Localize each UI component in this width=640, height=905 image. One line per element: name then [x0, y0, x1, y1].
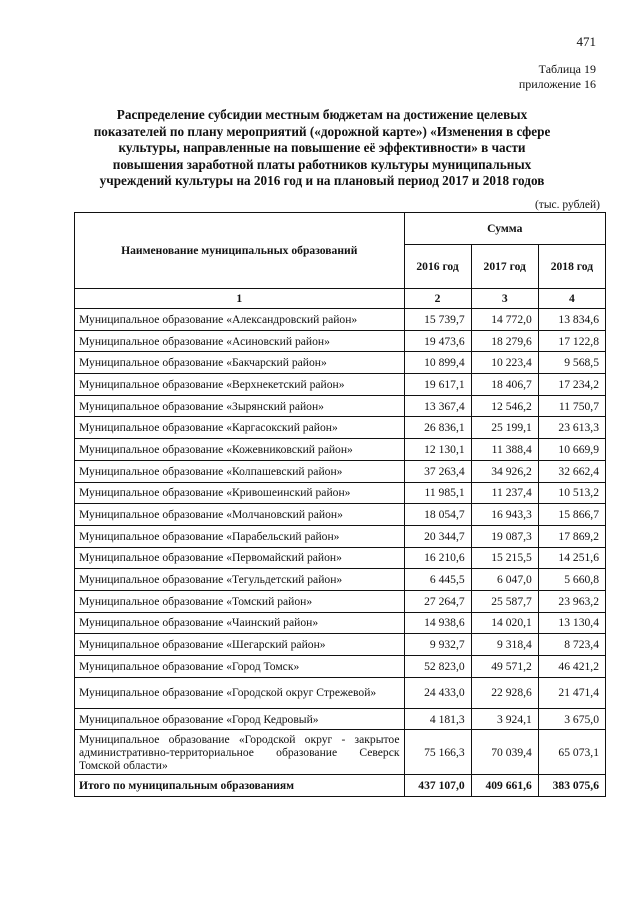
municipality-name: Муниципальное образование «Верхнекетский район» [75, 374, 405, 396]
column-index: 2 [404, 289, 471, 309]
value-2018: 21 471,4 [538, 677, 605, 708]
value-2017: 49 571,2 [471, 656, 538, 678]
value-2016: 18 054,7 [404, 504, 471, 526]
value-2016: 27 264,7 [404, 590, 471, 612]
value-2018: 13 834,6 [538, 309, 605, 331]
value-2016: 11 985,1 [404, 482, 471, 504]
value-2017: 25 587,7 [471, 590, 538, 612]
value-2016: 26 836,1 [404, 417, 471, 439]
value-2017: 14 020,1 [471, 612, 538, 634]
table-row [75, 525, 606, 547]
value-2018: 5 660,8 [538, 569, 605, 591]
value-2018: 15 866,7 [538, 504, 605, 526]
table-row [75, 504, 606, 526]
value-2017: 70 039,4 [471, 730, 538, 775]
value-2017: 9 318,4 [471, 634, 538, 656]
subsidy-table [74, 212, 606, 797]
header-year-2018: 2018 год [538, 245, 605, 289]
table-row [75, 417, 606, 439]
municipality-name: Муниципальное образование «Зырянский район» [75, 395, 405, 417]
table-body [75, 309, 606, 797]
table-reference [519, 62, 596, 92]
table-row [75, 656, 606, 678]
value-2018: 23 963,2 [538, 590, 605, 612]
table-row [75, 569, 606, 591]
table-row [75, 677, 606, 708]
value-2018: 17 122,8 [538, 330, 605, 352]
value-2018: 13 130,4 [538, 612, 605, 634]
table-row [75, 439, 606, 461]
value-2017: 11 237,4 [471, 482, 538, 504]
table-row [75, 330, 606, 352]
column-index: 1 [75, 289, 405, 309]
value-2016: 24 433,0 [404, 677, 471, 708]
value-2017: 34 926,2 [471, 460, 538, 482]
value-2018: 32 662,4 [538, 460, 605, 482]
table-row [75, 590, 606, 612]
appendix-number: приложение 16 [518, 77, 596, 91]
table-row [75, 352, 606, 374]
value-2018: 17 234,2 [538, 374, 605, 396]
value-2017: 22 928,6 [471, 677, 538, 708]
table-row [75, 730, 606, 775]
municipality-name: Муниципальное образование «Бакчарский район» [75, 352, 405, 374]
table-row [75, 708, 606, 730]
municipality-name: Муниципальное образование «Город Кедровый» [75, 708, 405, 730]
value-2016: 14 938,6 [404, 612, 471, 634]
value-2016: 13 367,4 [404, 395, 471, 417]
table-row [75, 547, 606, 569]
value-2018: 8 723,4 [538, 634, 605, 656]
value-2018: 3 675,0 [538, 708, 605, 730]
municipality-name: Муниципальное образование «Каргасокский район» [75, 417, 405, 439]
municipality-name: Муниципальное образование «Кожевниковский район» [75, 439, 405, 461]
value-2018: 11 750,7 [538, 395, 605, 417]
table-row [75, 634, 606, 656]
table-row [75, 309, 606, 331]
value-2016: 12 130,1 [404, 439, 471, 461]
table-row [75, 395, 606, 417]
value-2017: 10 223,4 [471, 352, 538, 374]
total-row [75, 775, 606, 797]
municipality-name: Муниципальное образование «Колпашевский район» [75, 460, 405, 482]
municipality-name: Муниципальное образование «Молчановский район» [75, 504, 405, 526]
value-2016: 15 739,7 [404, 309, 471, 331]
municipality-name: Муниципальное образование «Асиновский район» [75, 330, 405, 352]
header-sum: Сумма [404, 213, 606, 245]
value-2018: 17 869,2 [538, 525, 605, 547]
value-2018: 14 251,6 [538, 547, 605, 569]
value-2017: 18 406,7 [471, 374, 538, 396]
value-2017: 6 047,0 [471, 569, 538, 591]
table-row [75, 460, 606, 482]
column-index: 4 [538, 289, 605, 309]
value-2016: 19 473,6 [404, 330, 471, 352]
municipality-name: Муниципальное образование «Город Томск» [75, 656, 405, 678]
value-2017: 16 943,3 [471, 504, 538, 526]
table-row [75, 482, 606, 504]
header-year-2017: 2017 год [471, 245, 538, 289]
value-2017: 3 924,1 [471, 708, 538, 730]
municipality-name: Муниципальное образование «Городской округ Стрежевой» [75, 677, 405, 708]
value-2016: 52 823,0 [404, 656, 471, 678]
total-2017: 409 661,6 [471, 775, 538, 797]
value-2017: 19 087,3 [471, 525, 538, 547]
municipality-name: Муниципальное образование «Парабельский район» [75, 525, 405, 547]
total-2016: 437 107,0 [404, 775, 471, 797]
municipality-name: Муниципальное образование «Городской округ - закрытое административно-территориальное образование Северск Томской области» [75, 730, 405, 775]
value-2017: 12 546,2 [471, 395, 538, 417]
value-2017: 14 772,0 [471, 309, 538, 331]
value-2016: 9 932,7 [404, 634, 471, 656]
table-row [75, 612, 606, 634]
municipality-name: Муниципальное образование «Тегульдетский район» [75, 569, 405, 591]
value-2016: 4 181,3 [404, 708, 471, 730]
value-2016: 37 263,4 [404, 460, 471, 482]
value-2018: 65 073,1 [538, 730, 605, 775]
value-2017: 15 215,5 [471, 547, 538, 569]
value-2018: 10 669,9 [538, 439, 605, 461]
header-year-2016: 2016 год [404, 245, 471, 289]
municipality-name: Муниципальное образование «Кривошеинский район» [75, 482, 405, 504]
value-2018: 23 613,3 [538, 417, 605, 439]
value-2018: 46 421,2 [538, 656, 605, 678]
table-row [75, 374, 606, 396]
value-2017: 25 199,1 [471, 417, 538, 439]
total-2018: 383 075,6 [538, 775, 605, 797]
value-2016: 19 617,1 [404, 374, 471, 396]
municipality-name: Муниципальное образование «Томский район» [75, 590, 405, 612]
column-index: 3 [471, 289, 538, 309]
total-label: Итого по муниципальным образованиям [75, 775, 405, 797]
table-number: Таблица 19 [538, 62, 596, 76]
value-2018: 9 568,5 [538, 352, 605, 374]
value-2016: 20 344,7 [404, 525, 471, 547]
document-title: Распределение субсидии местным бюджетам на достижение целевых показателей по плану мероприятий («дорожной карте») «Изменения в сфере культуры, направленные на повышение её эффективности» в части повышения заработной платы работников культуры муниципальных учреждений культуры на 2016 год и на плановый период 2017 и 2018 годов [93, 107, 551, 188]
municipality-name: Муниципальное образование «Александровский район» [75, 309, 405, 331]
municipality-name: Муниципальное образование «Чаинский район» [75, 612, 405, 634]
value-2017: 11 388,4 [471, 439, 538, 461]
municipality-name: Муниципальное образование «Первомайский район» [75, 547, 405, 569]
units-note: (тыс. рублей) [534, 199, 600, 211]
value-2017: 18 279,6 [471, 330, 538, 352]
municipality-name: Муниципальное образование «Шегарский район» [75, 634, 405, 656]
value-2016: 16 210,6 [404, 547, 471, 569]
value-2016: 75 166,3 [404, 730, 471, 775]
value-2016: 6 445,5 [404, 569, 471, 591]
header-municipality: Наименование муниципальных образований [75, 213, 405, 289]
value-2018: 10 513,2 [538, 482, 605, 504]
page-number: 471 [576, 34, 596, 49]
value-2016: 10 899,4 [404, 352, 471, 374]
